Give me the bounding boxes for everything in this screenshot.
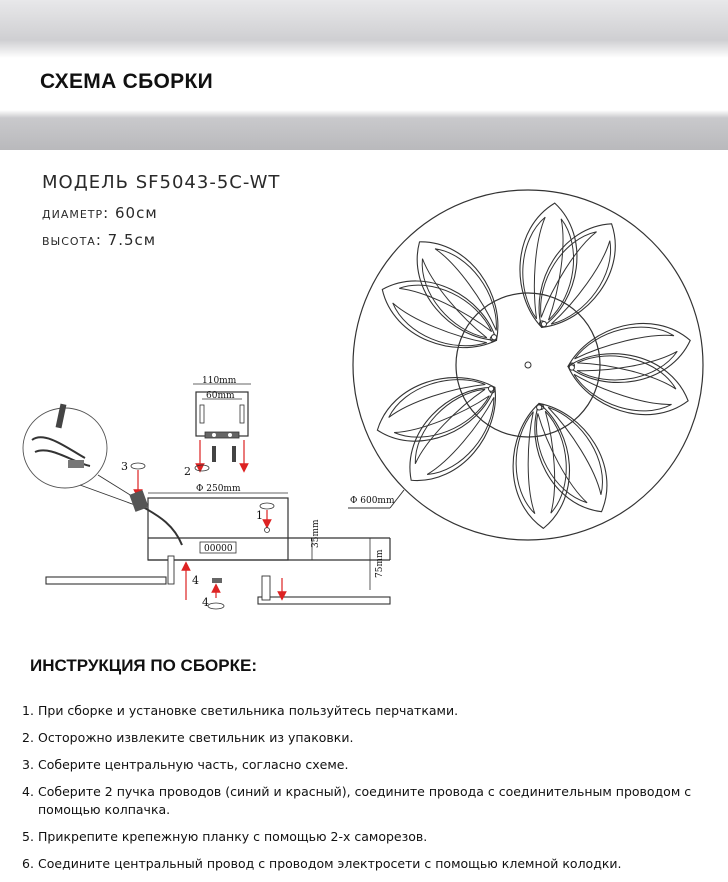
list-item: 6. Соедините центральный провод с проводом электросети с помощью клемной колодки. [22, 856, 622, 871]
dim-diameter-250: Φ 250mm [196, 484, 241, 494]
diameter-value: 60см [114, 204, 158, 222]
mounting-bracket-view [184, 376, 251, 478]
list-item: 5. Прикрепите крепежную планку с помощью 2-х саморезов. [22, 829, 428, 844]
dim-35: 35mm [311, 519, 321, 548]
left-petal-arm [46, 577, 166, 584]
petal [559, 309, 698, 429]
lamp-side-view [46, 484, 390, 609]
terminal-block-label: 00000 [204, 544, 233, 554]
list-item: 2. Осторожно извлеките светильник из упаковки. [22, 730, 354, 745]
right-petal-arm [258, 597, 390, 604]
petal [356, 336, 532, 507]
list-item: 4. Соберите 2 пучка проводов (синий и красный), соедините провода с соединительным проводом с помощью колпачка. [22, 784, 692, 817]
dim-60: 60mm [206, 391, 235, 401]
model-name: МОДЕЛЬ SF5043-5C-WT [42, 172, 281, 193]
dim-diameter-600: Φ 600mm [350, 496, 395, 506]
callout-3: 3 [121, 460, 128, 473]
instructions-list [22, 702, 722, 882]
list-item: 1. При сборке и установке светильника пользуйтесь перчатками. [22, 703, 459, 718]
callout-1: 1 [256, 509, 263, 522]
lamp-top-view [348, 187, 703, 542]
page-title: СХЕМА СБОРКИ [40, 70, 213, 93]
wiring-detail [23, 404, 145, 505]
callout-4b: 4 [202, 596, 209, 609]
list-item: 3. Соберите центральную часть, согласно схеме. [22, 757, 349, 772]
height-value: 7.5см [107, 231, 157, 249]
height-label: высота: [42, 231, 102, 249]
dim-110: 110mm [202, 376, 237, 386]
instructions-title: ИНСТРУКЦИЯ ПО СБОРКЕ: [30, 656, 257, 675]
petal [360, 216, 537, 390]
callout-2: 2 [184, 465, 191, 478]
diameter-label: диаметр: [42, 204, 110, 222]
dim-75: 75mm [375, 549, 385, 578]
callout-4a: 4 [192, 574, 199, 587]
petal [485, 187, 639, 353]
